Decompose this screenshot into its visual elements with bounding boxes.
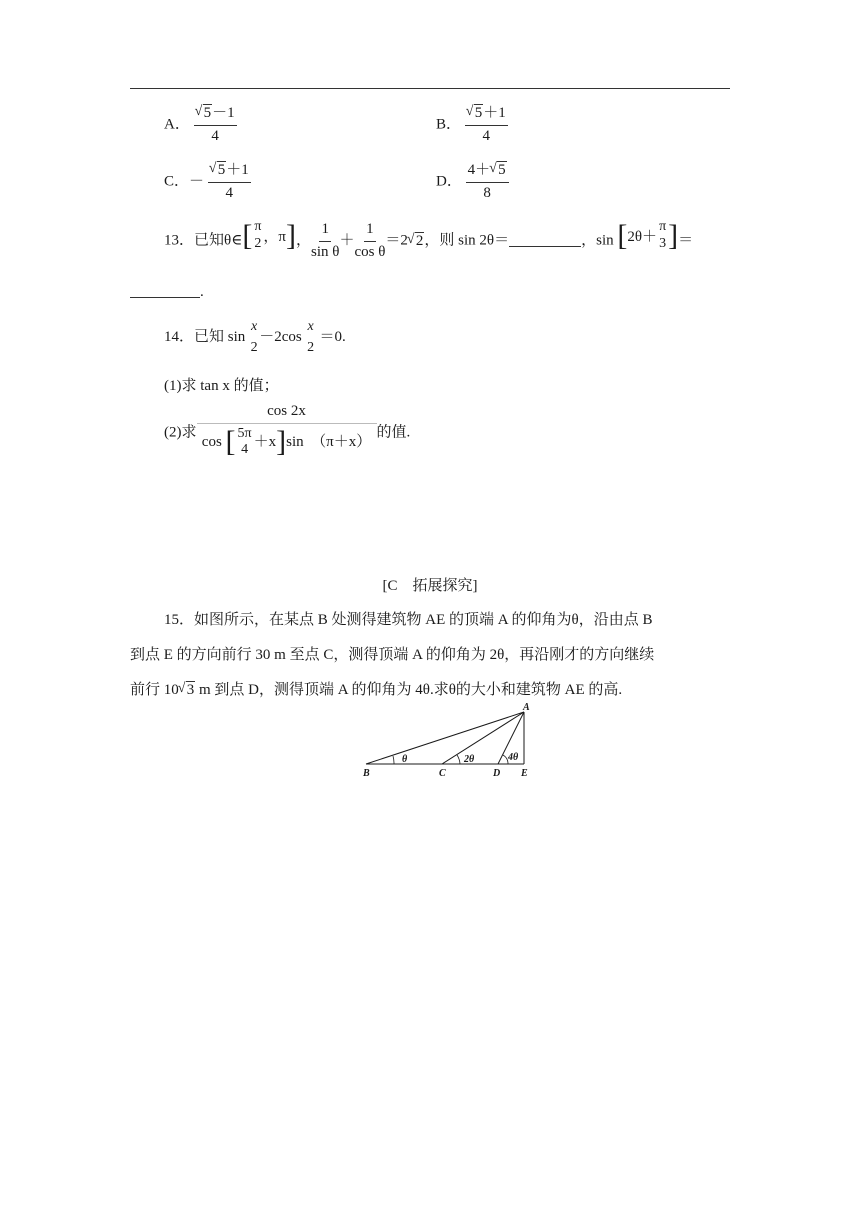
option-c: C．－ √ $\frac{5+1}{4}$ <box>164 163 251 202</box>
label-a: A <box>523 702 530 713</box>
question-15-line-1: 15．如图所示，在某点 B 处测得建筑物 AE 的顶端 A 的仰角为θ，沿由点 B <box>164 612 653 628</box>
angle-label-d: 4θ <box>508 752 519 763</box>
option-a: A． √ $\frac{5-1}{4}$ <box>164 106 237 145</box>
question-14-part-2: (2)求 cos 2x cos [ 5π 4 ＋x ] sin （π＋x） 的值. <box>164 403 411 459</box>
option-d: D． $\frac{4+√ 5}{8}$ <box>436 163 509 202</box>
triangle-figure <box>360 702 540 782</box>
question-15-line-2: 到点 E 的方向前行 30 m 至点 C，测得顶端 A 的仰角为 2θ，再沿刚才的方向继续 <box>130 647 655 663</box>
label-d: D <box>493 768 501 779</box>
question-15-line-3: 前行 10√ 3 m 到点 D，测得顶端 A 的仰角为 4θ.求θ的大小和建筑物 AE 的高. <box>130 678 622 699</box>
angle-arc-c <box>457 755 460 764</box>
question-13: 13．已知θ∈ [ π 2 ，π ] ， $\frac{1}{\text{sin θ}}$ ＋ $\frac{1}{\text{cos θ}}$ ＝2√ 2，则 sin 2θ＝ ，sin [ 2θ＋ π 3 ] ＝ <box>164 220 693 261</box>
top-rule <box>130 88 730 89</box>
answer-blank-2[interactable] <box>130 282 200 298</box>
question-14: 14．已知 sin x 2 －2cos x 2 ＝0. <box>164 319 346 355</box>
option-b: B． √ $\frac{5+1}{4}$ <box>436 106 508 145</box>
angle-label-c: 2θ <box>464 754 475 765</box>
question-14-part-1: (1)求 tan x 的值； <box>164 378 279 394</box>
label-e: E <box>521 768 528 779</box>
line-ba <box>366 712 524 764</box>
section-heading: [C 拓展探究] <box>382 578 478 594</box>
label-c: C <box>439 768 446 779</box>
question-13-line-2: . <box>130 282 204 301</box>
answer-blank-1[interactable] <box>509 231 581 247</box>
angle-arc-b <box>393 756 394 764</box>
label-b: B <box>363 768 370 779</box>
angle-label-b: θ <box>402 754 408 765</box>
